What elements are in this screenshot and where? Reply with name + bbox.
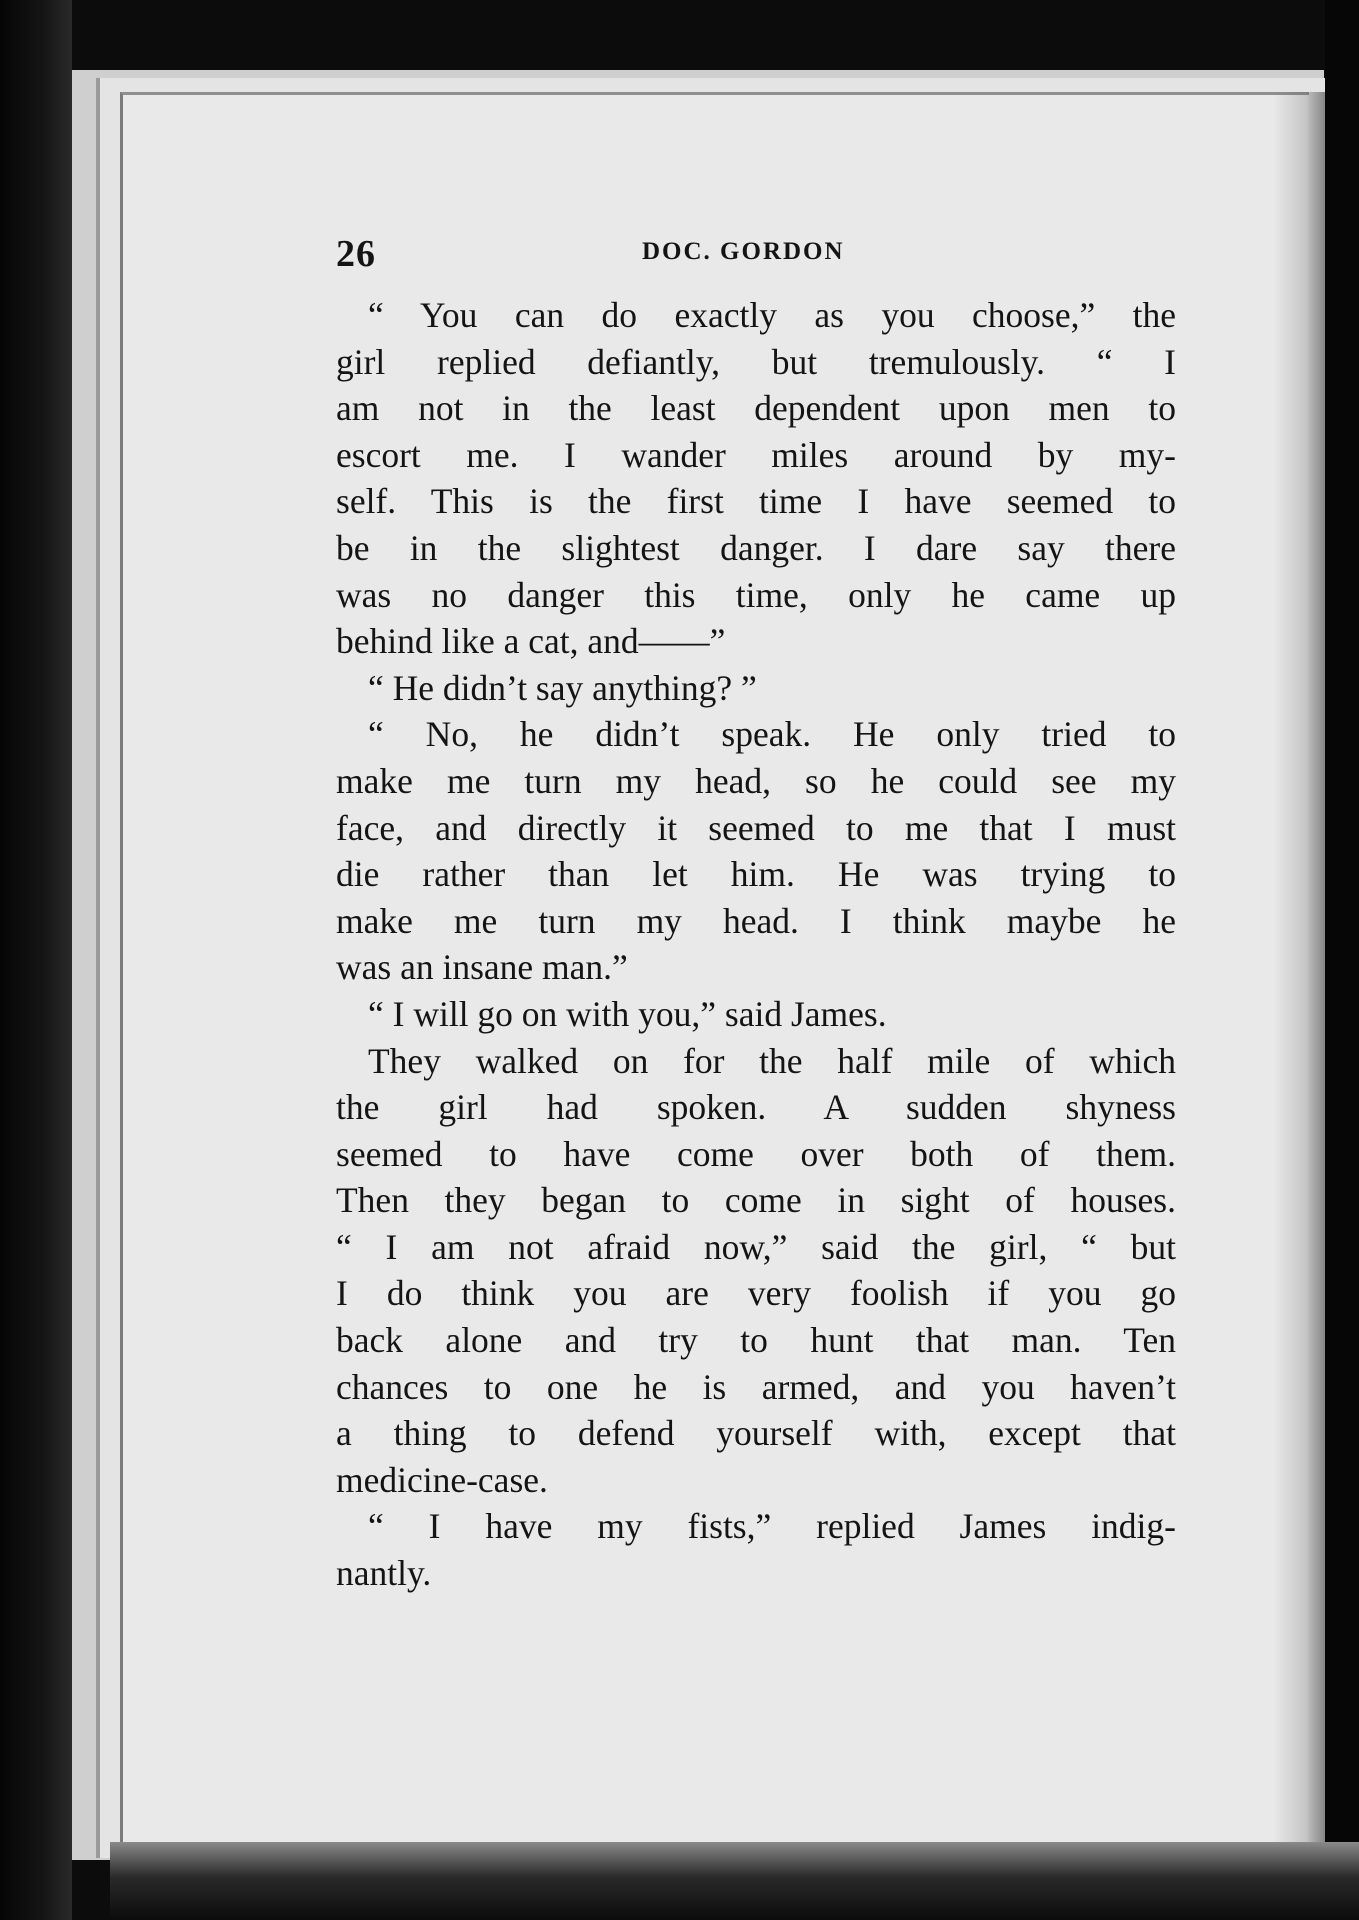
text-line: the girl had spoken. A sudden shyness	[336, 1087, 1176, 1128]
page-bottom-shadow	[110, 1842, 1359, 1920]
text-line: “ I will go on with you,” said James.	[368, 993, 887, 1034]
text-line: nantly.	[336, 1553, 432, 1594]
book-cover-right	[1325, 0, 1359, 1920]
text-line: escort me. I wander miles around by my-	[336, 434, 1176, 475]
text-line: “ I have my fists,” replied James indig-	[368, 1506, 1176, 1547]
text-line: girl replied defiantly, but tremulously. “ I	[336, 341, 1176, 382]
text-line: was no danger this time, only he came up	[336, 574, 1176, 615]
book-binding-left	[0, 0, 72, 1920]
page-number: 26	[336, 233, 376, 275]
text-line: They walked on for the half mile of which	[368, 1040, 1176, 1081]
text-line: Then they began to come in sight of houses.	[336, 1180, 1176, 1221]
text-line: self. This is the first time I have seemed to	[336, 481, 1176, 522]
body-text	[336, 292, 1176, 1597]
gutter-shadow	[1273, 92, 1333, 1852]
text-line: “ No, he didn’t speak. He only tried to	[368, 714, 1176, 755]
text-line: make me turn my head, so he could see my	[336, 760, 1176, 801]
text-line: seemed to have come over both of them.	[336, 1133, 1176, 1174]
text-line: die rather than let him. He was trying to	[336, 854, 1176, 895]
text-line: “ I am not afraid now,” said the girl, “ but	[336, 1226, 1176, 1267]
page-text-block	[336, 232, 1176, 1597]
text-line: a thing to defend yourself with, except that	[336, 1413, 1176, 1454]
text-line: make me turn my head. I think maybe he	[336, 900, 1176, 941]
text-line: be in the slightest danger. I dare say there	[336, 527, 1176, 568]
text-line: face, and directly it seemed to me that I must	[336, 807, 1176, 848]
text-line: am not in the least dependent upon men to	[336, 388, 1176, 429]
text-line: was an insane man.”	[336, 947, 628, 988]
text-line: “ He didn’t say anything? ”	[368, 667, 757, 708]
text-line: behind like a cat, and——”	[336, 621, 726, 662]
text-line: medicine-case.	[336, 1459, 548, 1500]
running-title: DOC. GORDON	[642, 238, 845, 265]
text-line: chances to one he is armed, and you haven’t	[336, 1366, 1176, 1407]
text-line: I do think you are very foolish if you go	[336, 1273, 1176, 1314]
text-line: “ You can do exactly as you choose,” the	[368, 295, 1176, 335]
running-head	[336, 232, 1176, 290]
text-line: back alone and try to hunt that man. Ten	[336, 1320, 1176, 1361]
